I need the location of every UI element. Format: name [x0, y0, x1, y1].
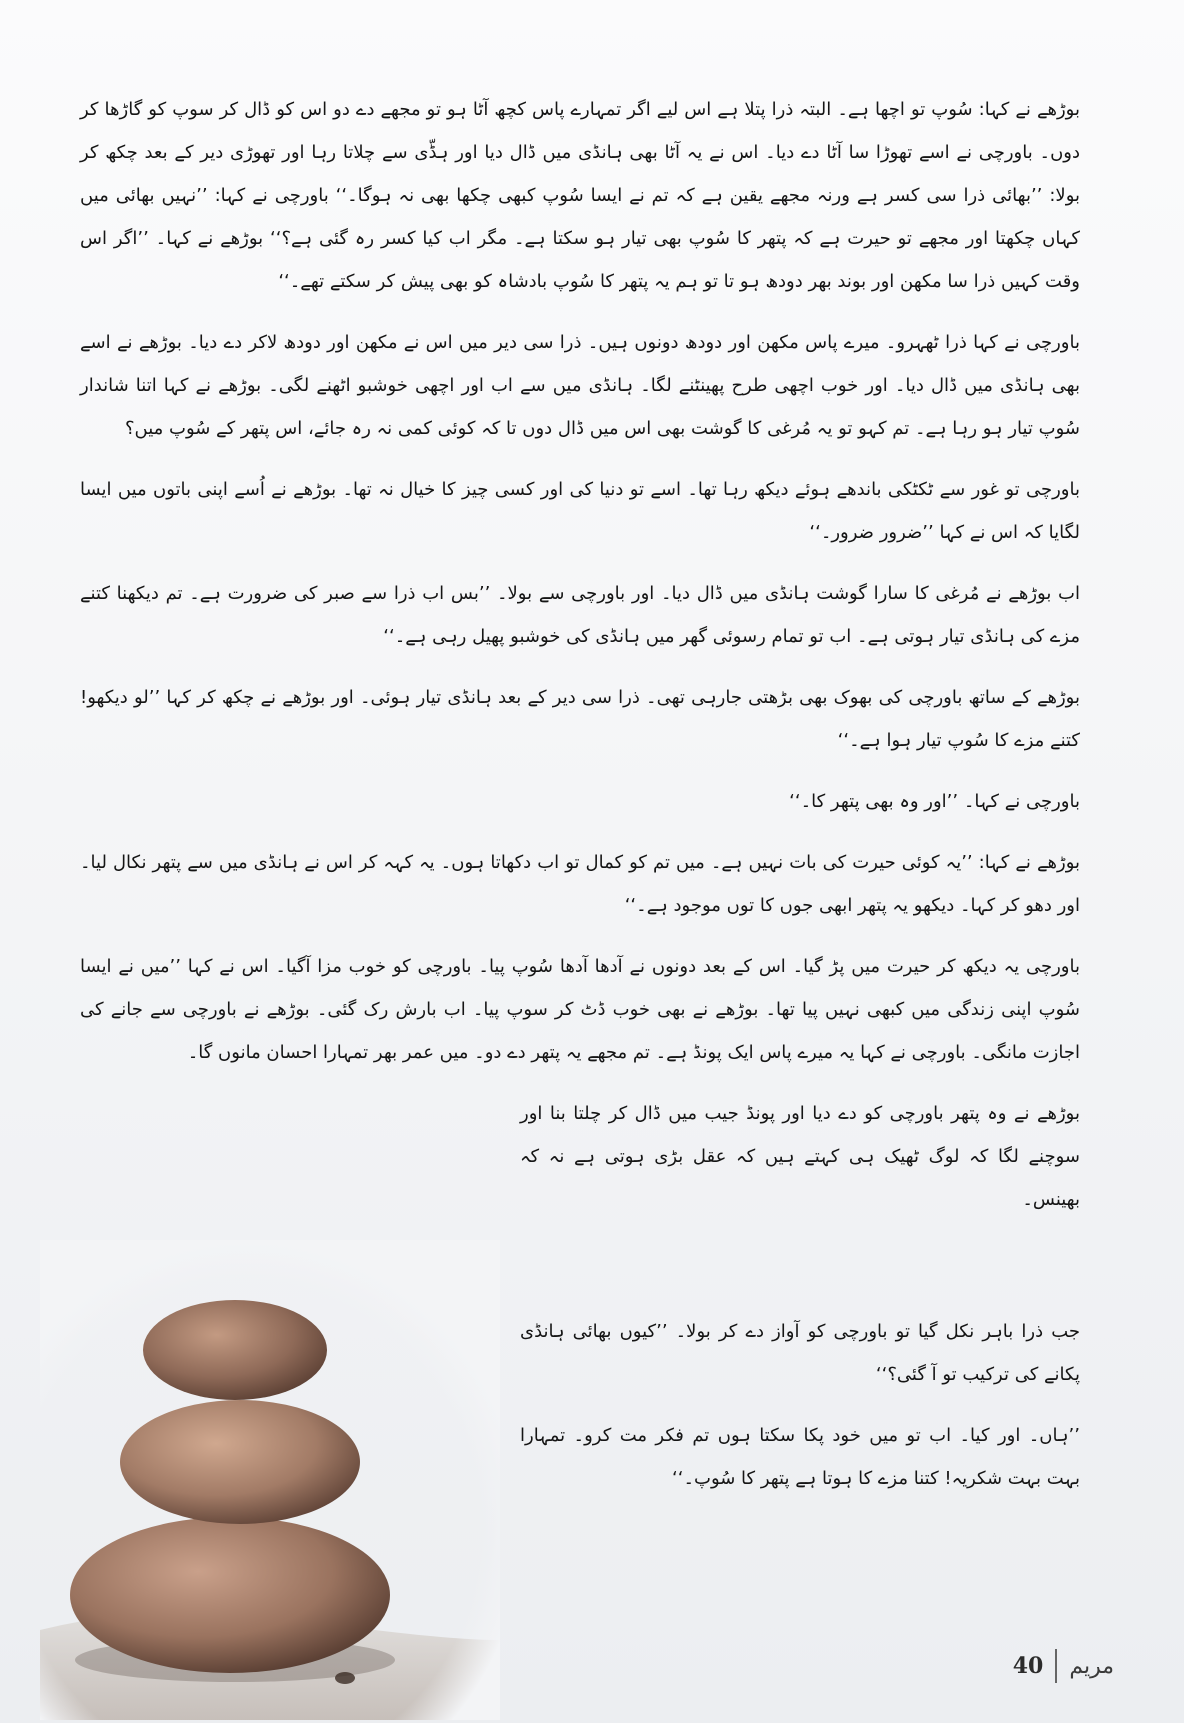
closing-dialogue	[520, 1310, 1080, 1518]
magazine-name: مریم	[1069, 1653, 1114, 1679]
page-number: 40	[1012, 1653, 1044, 1679]
paragraph-1: بوڑھے نے کہا: سُوپ تو اچھا ہے۔ البتہ ذرا پتلا ہے اس لیے اگر تمہارے پاس کچھ آٹا ہو تو مجھے دے دو اس کو ڈال کر سوپ کو گاڑھا کر دوں۔ باورچی نے اسے تھوڑا سا آٹا دے دیا۔ اس نے یہ آٹا بھی ہانڈی میں ڈال دیا اور ہڈّی سے چلاتا رہا اور تھوڑی دیر کے بعد چکھ کر بولا: ’’بھائی ذرا سی کسر ہے ورنہ مجھے یقین ہے کہ تم نے ایسا سُوپ کبھی چکھا بھی نہ ہوگا۔‘‘ باورچی نے کہا: ’’نہیں بھائی میں کہاں چکھتا اور مجھے تو حیرت ہے کہ پتھر کا سُوپ بھی تیار ہو سکتا ہے۔ مگر اب کیا کسر رہ گئی ہے؟‘‘ بوڑھے نے کہا۔ ’’اگر اس وقت کہیں ذرا سا مکھن اور بوند بھر دودھ ہو تا تو ہم یہ پتھر کا سُوپ بادشاہ کو بھی پیش کر سکتے تھے۔‘‘	[80, 99, 1080, 292]
paragraph-8: باورچی یہ دیکھ کر حیرت میں پڑ گیا۔ اس کے بعد دونوں نے آدھا آدھا سُوپ پیا۔ باورچی کو خوب مزا آگیا۔ اس نے کہا ’’میں نے ایسا سُوپ اپنی زندگی میں کبھی نہیں پیا تھا۔ بوڑھے نے بھی خوب ڈٹ کر سوپ پیا۔ اب بارش رک گئی۔ بوڑھے نے باورچی سے جانے کی اجازت مانگی۔ باورچی نے کہا یہ میرے پاس ایک پونڈ ہے۔ تم مجھے یہ پتھر دے دو۔ میں عمر بھر تمہارا احسان مانوں گا۔	[80, 956, 1080, 1063]
paragraph-7: بوڑھے نے کہا: ’’یہ کوئی حیرت کی بات نہیں ہے۔ میں تم کو کمال تو اب دکھاتا ہوں۔ یہ کہہ کر اس نے ہانڈی میں سے پتھر نکال لیا۔ اور دھو کر کہا۔ دیکھو یہ پتھر ابھی جوں کا توں موجود ہے۔‘‘	[80, 852, 1080, 916]
paragraph-5: بوڑھے کے ساتھ باورچی کی بھوک بھی بڑھتی جارہی تھی۔ ذرا سی دیر کے بعد ہانڈی تیار ہوئی۔ اور بوڑھے نے چکھ کر کہا ’’لو دیکھو! کتنے مزے کا سُوپ تیار ہوا ہے۔‘‘	[80, 687, 1080, 751]
paragraph-4: اب بوڑھے نے مُرغی کا سارا گوشت ہانڈی میں ڈال دیا۔ اور باورچی سے بولا۔ ’’بس اب ذرا سے صبر کی ضرورت ہے۔ تم دیکھنا کتنے مزے کی ہانڈی تیار ہوتی ہے۔ اب تو تمام رسوئی گھر میں ہانڈی کی خوشبو پھیل رہی ہے۔‘‘	[80, 583, 1080, 647]
story-text-column	[80, 88, 1080, 1239]
footer-divider	[1055, 1649, 1057, 1683]
paragraph-9: بوڑھے نے وہ پتھر باورچی کو دے دیا اور پونڈ جیب میں ڈال کر چلتا بنا اور سوچنے لگا کہ لوگ ٹھیک ہی کہتے ہیں کہ عقل بڑی ہوتی ہے نہ کہ بھینس۔	[520, 1103, 1080, 1210]
paragraph-2: باورچی نے کہا ذرا ٹھہرو۔ میرے پاس مکھن اور دودھ دونوں ہیں۔ ذرا سی دیر میں اس نے مکھن اور دودھ لاکر دے دیا۔ بوڑھے نے اسے بھی ہانڈی میں ڈال دیا۔ اور خوب اچھی طرح پھینٹنے لگا۔ ہانڈی میں سے اب اور اچھی خوشبو اٹھنے لگی۔ بوڑھے نے کہا اتنا شاندار سُوپ تیار ہو رہا ہے۔ تم کہو تو یہ مُرغی کا گوشت بھی اس میں ڈال دوں تا کہ کوئی کمی نہ رہ جائے، اس پتھر کے سُوپ میں؟	[80, 332, 1080, 439]
stacked-stones-illustration	[40, 1240, 500, 1720]
closing-line-1: جب ذرا باہر نکل گیا تو باورچی کو آواز دے کر بولا۔ ’’کیوں بھائی ہانڈی پکانے کی ترکیب تو آ گئی؟‘‘	[520, 1321, 1080, 1385]
closing-line-2: ’’ہاں۔ اور کیا۔ اب تو میں خود پکا سکتا ہوں تم فکر مت کرو۔ تمہارا بہت بہت شکریہ! کتنا مزے کا ہوتا ہے پتھر کا سُوپ۔‘‘	[520, 1425, 1080, 1489]
paragraph-6: باورچی نے کہا۔ ’’اور وہ بھی پتھر کا۔‘‘	[789, 791, 1080, 812]
page-footer	[1013, 1649, 1114, 1683]
paragraph-3: باورچی تو غور سے ٹکٹکی باندھے ہوئے دیکھ رہا تھا۔ اسے تو دنیا کی اور کسی چیز کا خیال نہ تھا۔ بوڑھے نے اُسے اپنی باتوں میں ایسا لگایا کہ اس نے کہا ’’ضرور ضرور۔‘‘	[80, 479, 1080, 543]
